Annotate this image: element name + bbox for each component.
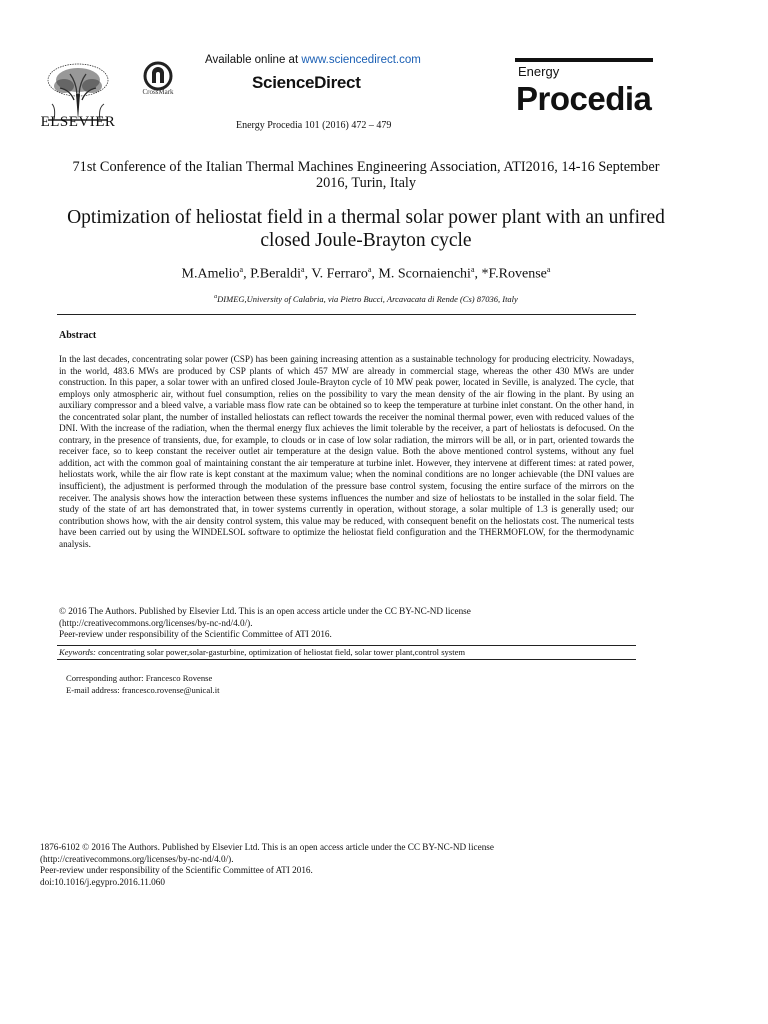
author-name: V. Ferraro — [311, 266, 368, 282]
conference-line: 71st Conference of the Italian Thermal Machines Engineering Association, ATI2016, 14-16 September 2016, Turin, Italy — [72, 159, 660, 191]
author-separator: , — [371, 266, 379, 282]
author-separator: , — [474, 266, 482, 282]
available-online-text — [205, 54, 421, 66]
keywords-text: concentrating solar power,solar-gasturbine, optimization of heliostat field, solar tower plant,control system — [95, 647, 466, 657]
author-separator: , — [243, 266, 251, 282]
corresponding-author: Corresponding author: Francesco Rovense — [66, 673, 213, 683]
author-affiliation-mark: a — [470, 265, 475, 274]
paper-title: Optimization of heliostat field in a thermal solar power plant with an unfired closed Joule-Brayton cycle — [67, 207, 665, 251]
license-link[interactable]: (http://creativecommons.org/licenses/by-nc-nd/4.0/). — [59, 617, 253, 628]
journal-reference: Energy Procedia 101 (2016) 472 – 479 — [236, 120, 392, 131]
footer-doi[interactable]: doi:10.1016/j.egypro.2016.11.060 — [40, 876, 165, 887]
journal-logo-rule — [515, 58, 653, 62]
author-name: M.Amelio — [181, 266, 240, 282]
sciencedirect-brand: ScienceDirect — [252, 73, 361, 92]
author-list — [56, 265, 676, 283]
author-affiliation-mark: a — [239, 265, 244, 274]
keywords-label: Keywords: — [59, 647, 96, 657]
abstract-heading: Abstract — [59, 330, 97, 341]
divider-keywords-top — [57, 645, 636, 646]
footer-issn-line: 1876-6102 © 2016 The Authors. Published by Elsevier Ltd. This is an open access article under the CC BY-NC-ND license — [40, 842, 494, 852]
journal-logo-energy: Energy — [518, 64, 560, 79]
license-line: © 2016 The Authors. Published by Elsevier Ltd. This is an open access article under the CC BY-NC-ND license — [59, 606, 471, 616]
author-affiliation-mark: a — [367, 265, 372, 274]
abstract-body: In the last decades, concentrating solar power (CSP) has been gaining increasing attention as a sustainable technology for producing electricity. Nowadays, in the world, 483.6 MWs are produced by CSP plants of which 457 MW are already in commercial stage, whereas the other 430 MWs are under construction. In this paper, a solar tower with an unfired closed Joule-Brayton cycle of 10 MW peak power, located in Seville, is analyzed. The cycle, that employs only atmospheric air, without fuel consumption, relies on the possibility to vary the mean density of the air flowing in the plant. By using an auxiliary compressor and a bleed valve, a variable mass flow rate can be obtained so to keep the temperature at turbine inlet constant. On the other hand, in the concentrated solar plant, the number of installed heliostats can reflect towards the receiver the nominal thermal power, even with reduced values of the DNI. With the increase of the radiation, when the thermal energy flux achieves the limit tolerable by the receiver, a part of heliostats is defocused. On the contrary, in the presence of transients, due, for example, to clouds or in case of low solar radiation, the mirrors will be all, or in part, oriented towards the receiver face, so to keep constant the receiver outlet air temperature at the design value. Both the above mentioned control systems, without any fuel addition, act with the common goal of maintaining constant the air temperature at turbine inlet. However, they intervene at different times: at rated power, heliostats work, while the air flow rate is kept constant at the maximum value; when the nominal conditions are no longer achievable (the DNI values are insufficient), the adjustment is performed through the modulation of the pressure base control system, focusing the entire surface of the mirrors on the receiver. The analysis shows how the interaction between these systems influences the number and size of heliostats to be installed in the solar field. The study of the state of art has demonstrated that, in tower systems currently in operation, without storage, a solar multiple of 1.3 is generally used; our contribution shows how, with the air density control system, this value may be reduced, with consequent benefit on the heliostats cost. The numerical tests have been carried out by using the WINDELSOL software to optimize the heliostat field configuration and the THERMOFLOW, for the thermodynamic analysis. — [59, 354, 634, 549]
keywords-line — [59, 647, 634, 657]
peer-review-line: Peer-review under responsibility of the Scientific Committee of ATI 2016. — [59, 629, 332, 640]
email-address[interactable]: E-mail address: francesco.rovense@unical.it — [66, 684, 220, 695]
divider-keywords-bottom — [57, 659, 636, 660]
author-name: P.Beraldi — [250, 266, 302, 282]
author-affiliation-mark: a — [546, 265, 551, 274]
affiliation-mark: a — [214, 294, 218, 301]
sciencedirect-link[interactable]: www.sciencedirect.com — [301, 54, 421, 66]
corresponding-author-block — [66, 673, 219, 696]
publisher-name: ELSEVIER — [40, 114, 116, 130]
available-prefix: Available online at — [205, 54, 302, 66]
crossmark-label: CrossMark — [142, 88, 174, 96]
affiliation-text: DIMEG,University of Calabria, via Pietro Bucci, Arcavacata di Rende (Cs) 87036, Italy — [217, 294, 518, 304]
author-name: M. Scornaienchi — [378, 266, 471, 282]
footer-peer-review: Peer-review under responsibility of the Scientific Committee of ATI 2016. — [40, 865, 313, 876]
license-block — [59, 606, 634, 641]
author-separator: , — [304, 266, 312, 282]
divider-top — [57, 314, 636, 315]
author-affiliation-mark: a — [301, 265, 305, 274]
author-name: *F.Rovense — [481, 266, 547, 282]
footer-block — [40, 842, 640, 888]
affiliation — [56, 294, 676, 304]
footer-license-link[interactable]: (http://creativecommons.org/licenses/by-nc-nd/4.0/). — [40, 853, 234, 864]
journal-logo-procedia: Procedia — [516, 80, 652, 117]
